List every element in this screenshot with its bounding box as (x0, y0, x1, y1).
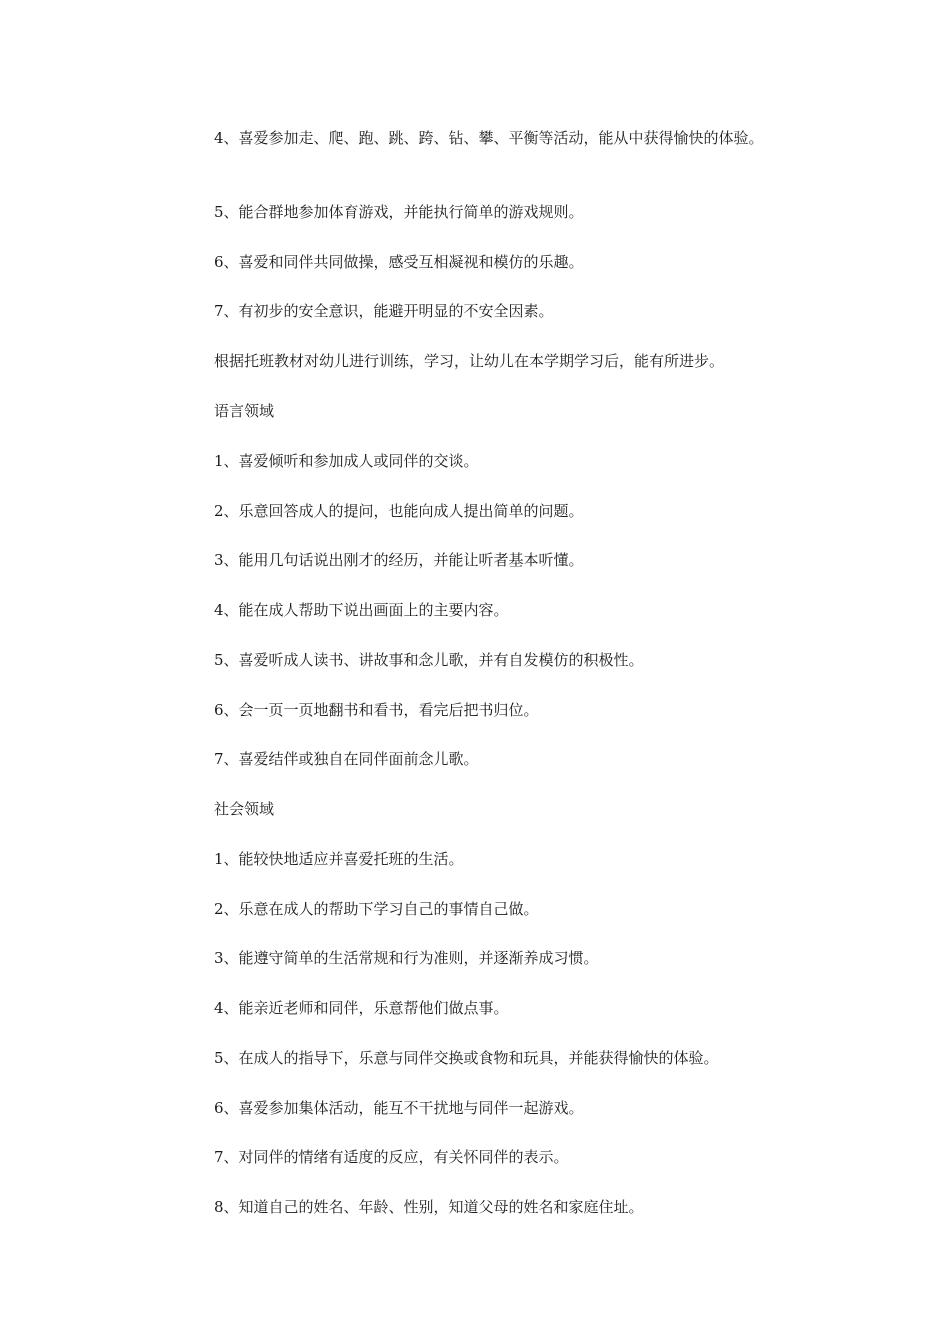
paragraph-language-item-2: 2、乐意回答成人的提问，也能向成人提出简单的问题。 (214, 502, 584, 520)
paragraph-social-item-3: 3、能遵守简单的生活常规和行为准则，并逐渐养成习惯。 (214, 949, 599, 967)
paragraph-summary: 根据托班教材对幼儿进行训练，学习，让幼儿在本学期学习后，能有所进步。 (214, 352, 725, 370)
section-heading-language: 语言领域 (214, 402, 275, 420)
paragraph-language-item-5: 5、喜爱听成人读书、讲故事和念儿歌，并有自发模仿的积极性。 (214, 651, 644, 669)
paragraph-social-item-6: 6、喜爱参加集体活动，能互不干扰地与同伴一起游戏。 (214, 1099, 584, 1117)
paragraph-language-item-3: 3、能用几句话说出刚才的经历，并能让听者基本听懂。 (214, 551, 584, 569)
paragraph-item-7-safety: 7、有初步的安全意识，能避开明显的不安全因素。 (214, 302, 554, 320)
paragraph-item-6-exercise: 6、喜爱和同伴共同做操，感受互相凝视和模仿的乐趣。 (214, 253, 584, 271)
paragraph-language-item-4: 4、能在成人帮助下说出画面上的主要内容。 (214, 601, 509, 619)
paragraph-social-item-7: 7、对同伴的情绪有适度的反应，有关怀同伴的表示。 (214, 1148, 569, 1166)
paragraph-language-item-7: 7、喜爱结伴或独自在同伴面前念儿歌。 (214, 750, 479, 768)
paragraph-social-item-1: 1、能较快地适应并喜爱托班的生活。 (214, 850, 464, 868)
paragraph-language-item-6: 6、会一页一页地翻书和看书，看完后把书归位。 (214, 701, 539, 719)
paragraph-social-item-5: 5、在成人的指导下，乐意与同伴交换或食物和玩具，并能获得愉快的体验。 (214, 1049, 719, 1067)
paragraph-language-item-1: 1、喜爱倾听和参加成人或同伴的交谈。 (214, 452, 479, 470)
paragraph-item-4-motor-activities: 4、喜爱参加走、爬、跑、跳、跨、钻、攀、平衡等活动，能从中获得愉快的体验。 (214, 129, 764, 147)
paragraph-social-item-2: 2、乐意在成人的帮助下学习自己的事情自己做。 (214, 900, 539, 918)
paragraph-social-item-4: 4、能亲近老师和同伴，乐意帮他们做点事。 (214, 999, 509, 1017)
paragraph-social-item-8: 8、知道自己的姓名、年龄、性别，知道父母的姓名和家庭住址。 (214, 1198, 644, 1216)
section-heading-social: 社会领域 (214, 800, 275, 818)
paragraph-item-5-sports-games: 5、能合群地参加体育游戏，并能执行简单的游戏规则。 (214, 203, 584, 221)
